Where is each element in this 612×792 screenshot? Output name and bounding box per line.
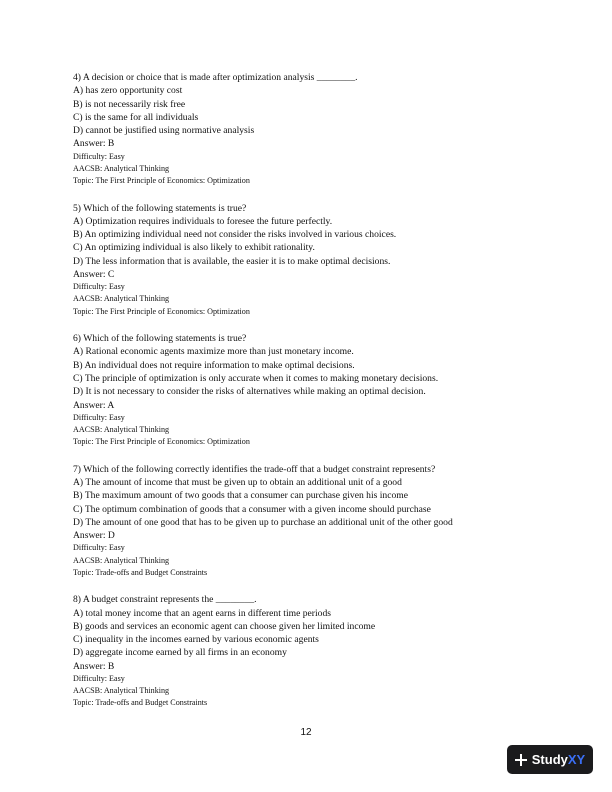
answer-option-a: A) Optimization requires individuals to foresee the future perfectly.	[73, 215, 333, 227]
question-4	[73, 71, 543, 187]
answer-option-b: B) The maximum amount of two goods that a consumer can purchase given his income	[73, 490, 408, 502]
question-7	[73, 463, 543, 579]
answer-key: Answer: C	[73, 269, 115, 281]
difficulty-label: Difficulty: Easy	[73, 412, 125, 422]
aacsb-label: AACSB: Analytical Thinking	[73, 555, 170, 565]
brand-name-accent: XY	[567, 752, 586, 767]
topic-label: Topic: The First Principle of Economics: Optimization	[73, 306, 250, 316]
question-stem: 5) Which of the following statements is true?	[73, 202, 247, 214]
answer-option-d: D) cannot be justified using normative analysis	[73, 125, 255, 137]
answer-option-b: B) goods and services an economic agent can choose given her limited income	[73, 620, 376, 632]
question-5	[73, 202, 543, 318]
difficulty-label: Difficulty: Easy	[73, 282, 125, 292]
topic-label: Topic: Trade-offs and Budget Constraints	[73, 567, 208, 577]
answer-option-b: B) is not necessarily risk free	[73, 98, 186, 110]
answer-option-d: D) The less information that is available, the easier it is to make optimal decisions.	[73, 255, 391, 267]
answer-option-c: C) The principle of optimization is only accurate when it comes to making monetary decisions.	[73, 373, 439, 385]
answer-option-d: D) The amount of one good that has to be given up to purchase an additional unit of the other good	[73, 516, 453, 528]
question-8	[73, 593, 543, 709]
difficulty-label: Difficulty: Easy	[73, 543, 125, 553]
aacsb-label: AACSB: Analytical Thinking	[73, 163, 170, 173]
aacsb-label: AACSB: Analytical Thinking	[73, 686, 170, 696]
difficulty-label: Difficulty: Easy	[73, 674, 125, 684]
brand-name: Study	[531, 752, 568, 767]
answer-key: Answer: B	[73, 138, 115, 150]
aacsb-label: AACSB: Analytical Thinking	[73, 425, 170, 434]
answer-option-a: A) has zero opportunity cost	[73, 85, 183, 97]
answer-key: Answer: D	[73, 530, 115, 542]
answer-option-b: B) An optimizing individual need not consider the risks involved in various choices.	[73, 229, 397, 241]
aacsb-label: AACSB: Analytical Thinking	[73, 294, 170, 304]
topic-label: Topic: The First Principle of Economics: Optimization	[73, 175, 250, 185]
answer-option-c: C) inequality in the incomes earned by various economic agents	[73, 634, 319, 646]
answer-option-a: A) The amount of income that must be given up to obtain an additional unit of a good	[73, 476, 402, 488]
answer-option-a: A) total money income that an agent earns in different time periods	[73, 607, 331, 619]
answer-option-c: C) is the same for all individuals	[73, 111, 199, 123]
answer-key: Answer: B	[73, 660, 115, 672]
answer-option-c: C) An optimizing individual is also likely to exhibit rationality.	[73, 242, 315, 254]
question-stem: 4) A decision or choice that is made after optimization analysis ________.	[73, 72, 358, 83]
topic-label: Topic: The First Principle of Economics: Optimization	[73, 437, 250, 447]
studyxy-badge[interactable]	[507, 745, 593, 774]
page-number: 12	[300, 727, 312, 738]
question-stem: 8) A budget constraint represents the ________.	[73, 594, 257, 606]
difficulty-label: Difficulty: Easy	[73, 151, 125, 161]
question-stem: 6) Which of the following statements is true?	[73, 333, 247, 345]
plus-icon	[515, 754, 527, 766]
answer-option-d: D) aggregate income earned by all firms in an economy	[73, 647, 287, 659]
answer-option-a: A) Rational economic agents maximize more than just monetary income.	[73, 346, 354, 358]
answer-option-d: D) It is not necessary to consider the risks of alternatives while making an optimal decision.	[73, 386, 426, 398]
answer-key: Answer: A	[73, 399, 115, 411]
question-list	[73, 71, 543, 724]
question-6	[73, 332, 543, 448]
question-stem: 7) Which of the following correctly identifies the trade-off that a budget constraint represents?	[73, 463, 436, 475]
topic-label: Topic: Trade-offs and Budget Constraints	[73, 698, 208, 708]
answer-option-b: B) An individual does not require information to make optimal decisions.	[73, 359, 355, 371]
answer-option-c: C) The optimum combination of goods that a consumer with a given income should purchase	[73, 503, 431, 515]
